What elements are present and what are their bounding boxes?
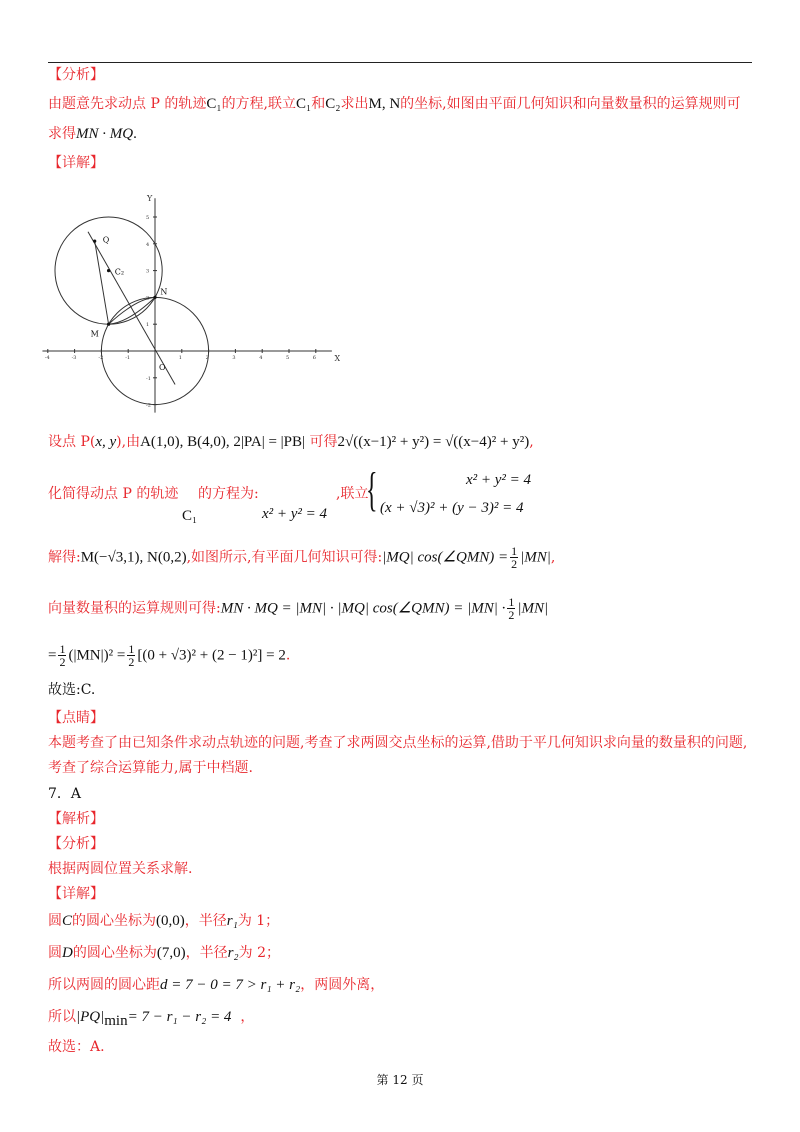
point-m (107, 323, 110, 326)
y-tick-label: -1 (146, 375, 151, 382)
point-n (153, 296, 156, 299)
math: C₁ (296, 96, 312, 112)
analysis-line-1 (48, 94, 741, 114)
text: 为 1； (237, 913, 280, 929)
fraction-denominator: 2 (59, 655, 66, 669)
math: M(−√3,1), N(0,2) (80, 549, 187, 566)
system-eq-2: (x + √3)² + (y − 3)² = 4 (380, 500, 524, 516)
math: x, y (95, 434, 117, 450)
point-q (93, 240, 96, 243)
fraction-denominator: 2 (128, 655, 135, 669)
step-2-text-c: ,联立 (336, 486, 369, 502)
math: C₁ (206, 96, 222, 112)
math: 2√((x−1)² + y²) = √((x−4)² + y²) (337, 434, 530, 450)
math: (0,0) (156, 913, 185, 929)
math: MN · MQ (76, 126, 134, 142)
math: C (62, 913, 73, 929)
math: |MN| (517, 600, 549, 617)
text: 解得: (48, 549, 81, 566)
x-tick-label: 4 (259, 355, 263, 361)
math: = 7 − r₁ − r₂ = 4 (127, 1009, 232, 1025)
x-tick-label: 3 (232, 355, 236, 361)
math: (|MN|)² = (68, 647, 126, 664)
text: . (133, 126, 137, 142)
detail-line-4 (48, 1007, 254, 1031)
math: = (48, 647, 57, 664)
comment-line-2: 考查了综合运算能力,属于中档题. (48, 760, 253, 776)
text: 求得 (48, 126, 76, 142)
label-q: Q (102, 235, 110, 245)
text: , (550, 549, 556, 566)
math: MN · MQ = |MN| · |MQ| cos(∠QMN) = |MN| · (220, 600, 506, 617)
math: d = 7 − 0 = 7 > r₁ + r₂ (160, 977, 301, 993)
text: ,如图所示,有平面几何知识可得: (186, 549, 383, 566)
label-c2: C₂ (114, 267, 125, 277)
y-tick-label: -2 (146, 402, 151, 409)
text: , (529, 434, 534, 450)
question-number: 7．A (48, 786, 82, 802)
segment-qm (95, 241, 109, 324)
text: 设点 P( (48, 434, 96, 450)
y-tick-label: 1 (146, 322, 150, 329)
step-4 (48, 596, 548, 621)
text: 由题意先求动点 P 的轨迹 (48, 96, 207, 112)
detail-line-3 (48, 975, 384, 995)
text: . (285, 647, 291, 664)
line-through-c2-o (88, 232, 175, 385)
arc-mn-upper (109, 297, 155, 324)
detail-heading-2: 【详解】 (48, 886, 104, 902)
x-tick-label: -3 (71, 355, 77, 361)
text: 的圆心坐标为 (72, 913, 157, 929)
math: [(0 + √3)² + (2 − 1)²] = 2 (137, 647, 286, 664)
fraction-numerator: 1 (59, 642, 66, 656)
step-2-text-b: 的方程为: (198, 486, 259, 502)
step-3 (48, 545, 555, 570)
analysis-text-2: 根据两圆位置关系求解. (48, 861, 193, 877)
text: 所以两圆的圆心距 (48, 977, 160, 993)
label-o: O (159, 362, 166, 372)
text: 圆 (48, 945, 62, 961)
text: 圆 (48, 913, 62, 929)
y-tick-label: 4 (146, 241, 150, 248)
step-2-c1: C₁ (182, 508, 198, 524)
text: 为 2； (238, 945, 281, 961)
arc-mn-lower (109, 297, 155, 324)
y-tick-label: 2 (146, 295, 150, 302)
text: ，半径 (184, 913, 227, 929)
text: 和 (311, 96, 326, 112)
math: r₁ (226, 913, 238, 929)
label-m: M (90, 329, 99, 339)
text: 的圆心坐标为 (72, 945, 157, 961)
text: ，两圆外离， (300, 977, 385, 993)
math: |MQ| cos(∠QMN) = (382, 549, 509, 566)
y-tick-label: 3 (146, 268, 150, 275)
fraction-denominator: 2 (508, 608, 515, 622)
page-number: 第 12 页 (376, 1073, 424, 1087)
fraction-numerator: 1 (128, 642, 135, 656)
comment-line-1: 本题考查了由已知条件求动点轨迹的问题,考查了求两圆交点坐标的运算,借助于平几何知识求向量的数量积的问题, (48, 735, 748, 751)
math: C₂ (325, 96, 341, 112)
math-subscript: min (104, 1012, 128, 1029)
text: ，半径 (185, 945, 228, 961)
detail-line-2 (48, 943, 280, 963)
text: 可得 (309, 434, 338, 450)
text: 向量数量积的运算规则可得: (48, 600, 221, 617)
system-brace: { (366, 463, 378, 516)
answer-2: 故选：A. (48, 1039, 105, 1055)
x-tick-label: -1 (125, 355, 131, 361)
math: D (62, 945, 73, 961)
text: 求出 (340, 96, 369, 112)
solution-heading: 【解析】 (48, 811, 104, 827)
text: ， (240, 1009, 255, 1025)
step-2-text-a: 化简得动点 P 的轨迹 (48, 486, 179, 502)
x-tick-label: -4 (44, 355, 50, 361)
x-tick-label: -2 (98, 355, 104, 361)
math: M, N (368, 96, 401, 112)
text: 的坐标,如图由平面几何知识和向量数量积的运算规则可 (400, 96, 741, 112)
fraction-denominator: 2 (511, 557, 518, 571)
text: 所以 (48, 1009, 76, 1025)
fraction-numerator: 1 (508, 595, 515, 609)
x-tick-label: 1 (178, 355, 182, 361)
comment-heading: 【点睛】 (48, 710, 104, 726)
analysis-heading: 【分析】 (48, 67, 104, 83)
x-tick-label: 2 (205, 355, 209, 361)
text: 的方程,联立 (221, 96, 297, 112)
point-c2 (107, 269, 110, 272)
x-tick-label: 5 (286, 355, 290, 361)
math: r₂ (227, 945, 239, 961)
step-1 (48, 432, 534, 452)
math: (7,0) (156, 945, 186, 961)
text: ),由 (116, 434, 141, 450)
step-2-equation: x² + y² = 4 (262, 506, 328, 522)
y-tick-label: 5 (146, 215, 150, 221)
header-rule (48, 62, 752, 63)
y-axis-label: Y (147, 193, 153, 203)
analysis-line-2 (48, 124, 137, 144)
label-n: N (160, 287, 168, 297)
math: |MN| (520, 549, 551, 566)
detail-heading: 【详解】 (48, 155, 104, 171)
x-axis-label: X (334, 354, 340, 363)
step-5 (48, 643, 290, 668)
math: A(1,0), B(4,0), 2|PA| = |PB| (140, 434, 306, 450)
detail-line-1 (48, 911, 279, 931)
geometry-figure (40, 176, 340, 416)
analysis-heading-2: 【分析】 (48, 836, 104, 852)
math: |PQ| (76, 1009, 105, 1025)
x-tick-label: 6 (312, 355, 316, 361)
answer-1: 故选:C. (48, 682, 96, 698)
system-eq-1: x² + y² = 4 (466, 472, 532, 488)
fraction-numerator: 1 (511, 544, 518, 558)
